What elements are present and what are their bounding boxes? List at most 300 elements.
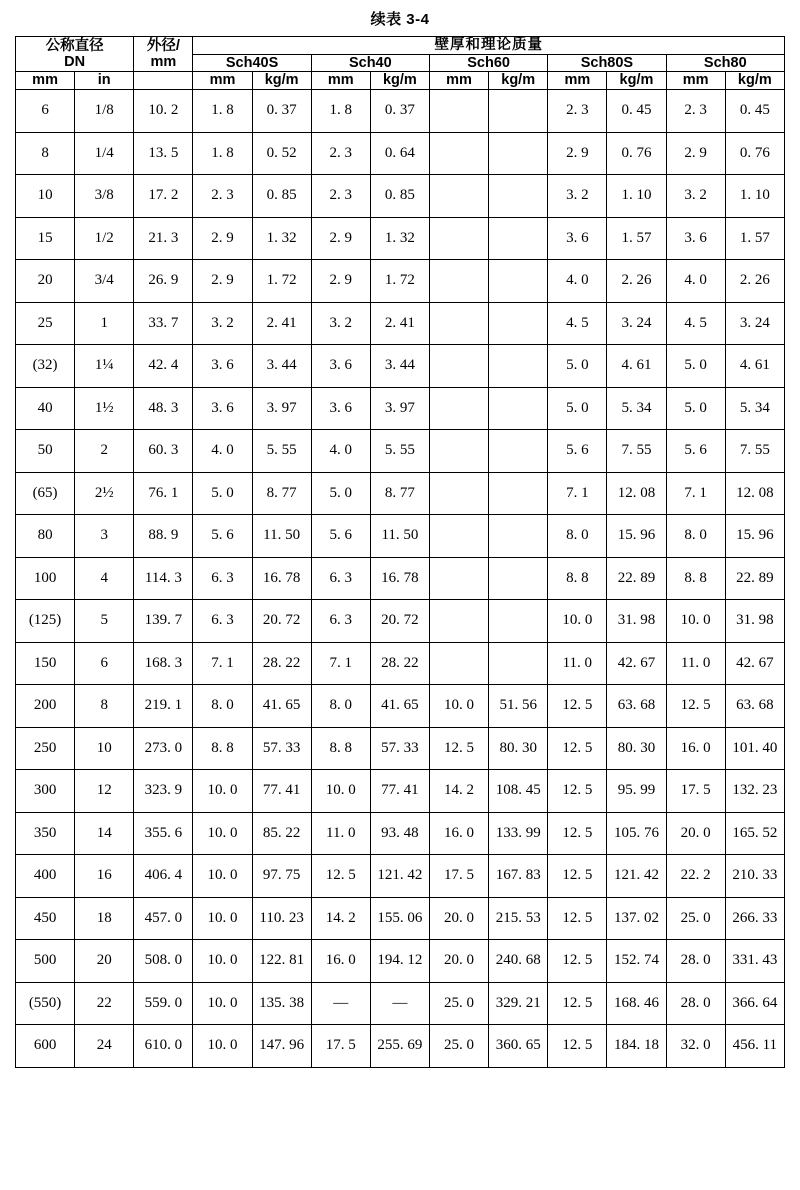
cell-sch80s-kgm: 22. 89 (607, 557, 666, 600)
cell-dn-mm: (125) (16, 600, 75, 643)
cell-sch40-mm: 2. 9 (311, 217, 370, 260)
cell-sch40s-kgm: 135. 38 (252, 982, 311, 1025)
cell-dn-mm: 200 (16, 685, 75, 728)
cell-sch40-mm: 11. 0 (311, 812, 370, 855)
cell-sch40-mm: 16. 0 (311, 940, 370, 983)
cell-dn-in: 2½ (75, 472, 134, 515)
cell-sch80s-mm: 12. 5 (548, 897, 607, 940)
cell-sch80-kgm: 456. 11 (725, 1025, 784, 1068)
cell-sch80s-kgm: 15. 96 (607, 515, 666, 558)
cell-sch80s-kgm: 168. 46 (607, 982, 666, 1025)
cell-outside-diameter: 559. 0 (134, 982, 193, 1025)
cell-sch80-kgm: 31. 98 (725, 600, 784, 643)
cell-sch40-kgm: 0. 37 (370, 90, 429, 133)
cell-sch80-kgm: 210. 33 (725, 855, 784, 898)
cell-sch40-mm: 2. 9 (311, 260, 370, 303)
cell-sch60-mm (429, 387, 488, 430)
cell-sch40s-kgm: 41. 65 (252, 685, 311, 728)
cell-sch80s-kgm: 105. 76 (607, 812, 666, 855)
cell-outside-diameter: 508. 0 (134, 940, 193, 983)
header-series-sch80s: Sch80S (548, 54, 666, 72)
cell-sch80-mm: 7. 1 (666, 472, 725, 515)
cell-sch40-kgm: 0. 85 (370, 175, 429, 218)
cell-sch60-mm: 12. 5 (429, 727, 488, 770)
cell-sch80s-mm: 12. 5 (548, 770, 607, 813)
cell-dn-mm: 15 (16, 217, 75, 260)
cell-sch40s-kgm: 16. 78 (252, 557, 311, 600)
header-sch80s-kgm: kg/m (607, 72, 666, 90)
cell-dn-mm: 600 (16, 1025, 75, 1068)
cell-sch40-mm: 3. 6 (311, 387, 370, 430)
cell-sch40s-mm: 10. 0 (193, 982, 252, 1025)
cell-sch80-mm: 4. 0 (666, 260, 725, 303)
cell-sch60-mm (429, 515, 488, 558)
cell-sch40s-kgm: 8. 77 (252, 472, 311, 515)
cell-sch80s-kgm: 152. 74 (607, 940, 666, 983)
cell-sch60-kgm (489, 302, 548, 345)
cell-sch40-mm: 14. 2 (311, 897, 370, 940)
cell-sch40s-kgm: 0. 37 (252, 90, 311, 133)
cell-sch60-kgm (489, 387, 548, 430)
cell-dn-mm: (65) (16, 472, 75, 515)
cell-sch40s-mm: 1. 8 (193, 90, 252, 133)
header-series-sch40: Sch40 (311, 54, 429, 72)
cell-dn-mm: (32) (16, 345, 75, 388)
cell-dn-mm: 6 (16, 90, 75, 133)
cell-sch60-mm: 20. 0 (429, 897, 488, 940)
cell-outside-diameter: 323. 9 (134, 770, 193, 813)
cell-sch80s-mm: 12. 5 (548, 940, 607, 983)
cell-outside-diameter: 139. 7 (134, 600, 193, 643)
table-row (16, 897, 785, 940)
cell-sch80s-kgm: 0. 76 (607, 132, 666, 175)
cell-sch40-kgm: 16. 78 (370, 557, 429, 600)
cell-dn-in: 1/2 (75, 217, 134, 260)
cell-sch80s-mm: 4. 5 (548, 302, 607, 345)
cell-sch40s-kgm: 0. 52 (252, 132, 311, 175)
cell-sch60-kgm: 329. 21 (489, 982, 548, 1025)
header-unit-mm: mm (16, 72, 75, 90)
table-caption: 续表 3-4 (370, 11, 430, 28)
cell-sch80s-kgm: 63. 68 (607, 685, 666, 728)
table-body (16, 90, 785, 1068)
cell-dn-in: 6 (75, 642, 134, 685)
cell-sch60-kgm (489, 430, 548, 473)
cell-sch40s-mm: 3. 6 (193, 387, 252, 430)
table-row (16, 515, 785, 558)
cell-dn-mm: 100 (16, 557, 75, 600)
cell-dn-mm: 80 (16, 515, 75, 558)
cell-sch40-mm: 3. 6 (311, 345, 370, 388)
cell-sch40-kgm: 0. 64 (370, 132, 429, 175)
cell-sch40-kgm: 1. 32 (370, 217, 429, 260)
cell-sch60-mm: 17. 5 (429, 855, 488, 898)
header-sch60-kgm: kg/m (489, 72, 548, 90)
cell-dn-in: 1 (75, 302, 134, 345)
cell-sch80s-mm: 2. 9 (548, 132, 607, 175)
cell-sch80-mm: 5. 0 (666, 345, 725, 388)
cell-sch80s-mm: 2. 3 (548, 90, 607, 133)
cell-sch60-kgm (489, 600, 548, 643)
cell-sch60-kgm: 51. 56 (489, 685, 548, 728)
cell-sch80-kgm: 3. 24 (725, 302, 784, 345)
cell-sch40s-kgm: 147. 96 (252, 1025, 311, 1068)
cell-sch80s-mm: 8. 8 (548, 557, 607, 600)
cell-sch40-mm: 6. 3 (311, 557, 370, 600)
cell-sch80s-mm: 8. 0 (548, 515, 607, 558)
cell-sch60-mm (429, 557, 488, 600)
cell-sch80-kgm: 132. 23 (725, 770, 784, 813)
cell-dn-mm: 350 (16, 812, 75, 855)
cell-sch80-kgm: 4. 61 (725, 345, 784, 388)
cell-dn-in: 3/4 (75, 260, 134, 303)
cell-sch80s-mm: 3. 2 (548, 175, 607, 218)
cell-sch40s-mm: 5. 6 (193, 515, 252, 558)
cell-sch60-kgm (489, 90, 548, 133)
cell-dn-in: 18 (75, 897, 134, 940)
table-row (16, 90, 785, 133)
cell-sch40s-mm: 4. 0 (193, 430, 252, 473)
cell-outside-diameter: 33. 7 (134, 302, 193, 345)
cell-sch40s-mm: 10. 0 (193, 855, 252, 898)
header-unit-in: in (75, 72, 134, 90)
cell-sch80-kgm: 0. 45 (725, 90, 784, 133)
cell-dn-mm: 400 (16, 855, 75, 898)
cell-dn-in: 14 (75, 812, 134, 855)
cell-sch60-mm (429, 600, 488, 643)
cell-sch40s-kgm: 3. 44 (252, 345, 311, 388)
cell-sch80s-mm: 5. 0 (548, 345, 607, 388)
cell-outside-diameter: 42. 4 (134, 345, 193, 388)
cell-dn-mm: 50 (16, 430, 75, 473)
header-nominal-diameter: 公称直径 DN (16, 37, 134, 72)
cell-dn-in: 8 (75, 685, 134, 728)
cell-sch40-mm: 12. 5 (311, 855, 370, 898)
cell-sch40s-kgm: 85. 22 (252, 812, 311, 855)
cell-sch80s-kgm: 42. 67 (607, 642, 666, 685)
cell-sch80-mm: 8. 8 (666, 557, 725, 600)
cell-sch40-mm: 2. 3 (311, 132, 370, 175)
cell-sch80-kgm: 15. 96 (725, 515, 784, 558)
cell-sch60-kgm (489, 557, 548, 600)
cell-sch40-kgm: 77. 41 (370, 770, 429, 813)
cell-sch80-mm: 2. 3 (666, 90, 725, 133)
cell-sch40s-kgm: 28. 22 (252, 642, 311, 685)
cell-dn-mm: 8 (16, 132, 75, 175)
cell-sch60-kgm: 108. 45 (489, 770, 548, 813)
cell-dn-in: 20 (75, 940, 134, 983)
cell-sch40s-kgm: 20. 72 (252, 600, 311, 643)
cell-sch40s-mm: 10. 0 (193, 770, 252, 813)
table-row (16, 175, 785, 218)
cell-sch80s-mm: 5. 0 (548, 387, 607, 430)
cell-sch60-mm (429, 302, 488, 345)
cell-sch80-kgm: 165. 52 (725, 812, 784, 855)
cell-sch80-kgm: 1. 57 (725, 217, 784, 260)
cell-sch40-kgm: 11. 50 (370, 515, 429, 558)
cell-sch80s-mm: 10. 0 (548, 600, 607, 643)
cell-sch80-kgm: 1. 10 (725, 175, 784, 218)
cell-sch40s-mm: 10. 0 (193, 812, 252, 855)
table-row (16, 302, 785, 345)
cell-sch60-kgm: 215. 53 (489, 897, 548, 940)
cell-sch40s-mm: 2. 9 (193, 217, 252, 260)
cell-sch80s-mm: 12. 5 (548, 982, 607, 1025)
cell-sch40-kgm: — (370, 982, 429, 1025)
cell-outside-diameter: 21. 3 (134, 217, 193, 260)
cell-dn-in: 12 (75, 770, 134, 813)
header-series-sch40s: Sch40S (193, 54, 311, 72)
table-row (16, 812, 785, 855)
cell-sch80-mm: 16. 0 (666, 727, 725, 770)
table-row (16, 982, 785, 1025)
header-row-3 (16, 72, 785, 90)
cell-sch80-mm: 12. 5 (666, 685, 725, 728)
header-sch40s-mm: mm (193, 72, 252, 90)
table-row (16, 430, 785, 473)
header-row-1 (16, 37, 785, 55)
cell-sch40-kgm: 2. 41 (370, 302, 429, 345)
table-row (16, 132, 785, 175)
cell-sch60-mm: 25. 0 (429, 982, 488, 1025)
cell-dn-in: 4 (75, 557, 134, 600)
cell-sch80s-mm: 12. 5 (548, 685, 607, 728)
cell-dn-mm: 20 (16, 260, 75, 303)
cell-sch80-mm: 3. 6 (666, 217, 725, 260)
header-sch40-mm: mm (311, 72, 370, 90)
cell-sch80-kgm: 12. 08 (725, 472, 784, 515)
cell-sch80-mm: 25. 0 (666, 897, 725, 940)
cell-sch40s-kgm: 0. 85 (252, 175, 311, 218)
cell-sch40s-kgm: 1. 72 (252, 260, 311, 303)
table-row (16, 685, 785, 728)
header-sch60-mm: mm (429, 72, 488, 90)
table-row (16, 642, 785, 685)
cell-outside-diameter: 76. 1 (134, 472, 193, 515)
cell-dn-in: 10 (75, 727, 134, 770)
cell-sch40-kgm: 28. 22 (370, 642, 429, 685)
cell-sch60-kgm: 167. 83 (489, 855, 548, 898)
cell-outside-diameter: 457. 0 (134, 897, 193, 940)
cell-dn-in: 2 (75, 430, 134, 473)
table-row (16, 727, 785, 770)
cell-sch80s-mm: 12. 5 (548, 812, 607, 855)
cell-sch60-mm: 25. 0 (429, 1025, 488, 1068)
cell-sch40-mm: 7. 1 (311, 642, 370, 685)
cell-sch60-kgm: 240. 68 (489, 940, 548, 983)
table-row (16, 940, 785, 983)
cell-sch80-mm: 4. 5 (666, 302, 725, 345)
table-row (16, 217, 785, 260)
cell-sch80s-mm: 12. 5 (548, 1025, 607, 1068)
cell-sch80s-mm: 5. 6 (548, 430, 607, 473)
cell-sch80-mm: 5. 0 (666, 387, 725, 430)
cell-sch80s-kgm: 1. 57 (607, 217, 666, 260)
cell-sch40-kgm: 8. 77 (370, 472, 429, 515)
cell-sch40s-mm: 2. 3 (193, 175, 252, 218)
cell-sch60-mm (429, 260, 488, 303)
cell-dn-in: 5 (75, 600, 134, 643)
cell-sch60-kgm: 80. 30 (489, 727, 548, 770)
cell-sch40s-kgm: 122. 81 (252, 940, 311, 983)
cell-sch40s-mm: 10. 0 (193, 1025, 252, 1068)
header-sch80-mm: mm (666, 72, 725, 90)
cell-sch80s-kgm: 12. 08 (607, 472, 666, 515)
header-sch80s-mm: mm (548, 72, 607, 90)
cell-sch40-kgm: 1. 72 (370, 260, 429, 303)
cell-sch80s-mm: 7. 1 (548, 472, 607, 515)
cell-dn-mm: 500 (16, 940, 75, 983)
cell-dn-mm: 250 (16, 727, 75, 770)
table-row (16, 855, 785, 898)
cell-sch40s-kgm: 1. 32 (252, 217, 311, 260)
cell-sch80s-kgm: 0. 45 (607, 90, 666, 133)
cell-sch80-kgm: 22. 89 (725, 557, 784, 600)
table-header (16, 37, 785, 90)
cell-sch80s-kgm: 2. 26 (607, 260, 666, 303)
cell-sch40s-kgm: 57. 33 (252, 727, 311, 770)
cell-sch40-mm: 3. 2 (311, 302, 370, 345)
cell-sch40s-kgm: 110. 23 (252, 897, 311, 940)
cell-sch40-mm: 8. 8 (311, 727, 370, 770)
cell-sch80-mm: 8. 0 (666, 515, 725, 558)
cell-sch80-mm: 5. 6 (666, 430, 725, 473)
cell-sch80-kgm: 331. 43 (725, 940, 784, 983)
cell-sch40-kgm: 5. 55 (370, 430, 429, 473)
cell-sch40s-kgm: 77. 41 (252, 770, 311, 813)
cell-sch80-kgm: 42. 67 (725, 642, 784, 685)
cell-sch60-mm: 14. 2 (429, 770, 488, 813)
cell-dn-in: 24 (75, 1025, 134, 1068)
table-row (16, 387, 785, 430)
cell-sch40s-mm: 8. 0 (193, 685, 252, 728)
cell-sch60-kgm: 133. 99 (489, 812, 548, 855)
cell-sch60-mm: 20. 0 (429, 940, 488, 983)
table-row (16, 770, 785, 813)
cell-sch80s-kgm: 184. 18 (607, 1025, 666, 1068)
table-row (16, 600, 785, 643)
cell-sch80-mm: 22. 2 (666, 855, 725, 898)
cell-sch40s-mm: 6. 3 (193, 557, 252, 600)
cell-sch60-mm (429, 472, 488, 515)
cell-sch80s-kgm: 80. 30 (607, 727, 666, 770)
cell-sch40s-mm: 10. 0 (193, 940, 252, 983)
header-sch80-kgm: kg/m (725, 72, 784, 90)
cell-sch80-kgm: 101. 40 (725, 727, 784, 770)
cell-dn-in: 1/4 (75, 132, 134, 175)
header-sch40s-kgm: kg/m (252, 72, 311, 90)
cell-sch40-kgm: 3. 44 (370, 345, 429, 388)
header-series-sch80: Sch80 (666, 54, 784, 72)
cell-sch80s-kgm: 137. 02 (607, 897, 666, 940)
cell-sch80-kgm: 0. 76 (725, 132, 784, 175)
cell-outside-diameter: 114. 3 (134, 557, 193, 600)
cell-sch40s-kgm: 11. 50 (252, 515, 311, 558)
cell-sch40-kgm: 57. 33 (370, 727, 429, 770)
table-row (16, 1025, 785, 1068)
cell-outside-diameter: 13. 5 (134, 132, 193, 175)
cell-sch40-mm: 6. 3 (311, 600, 370, 643)
cell-sch40s-kgm: 97. 75 (252, 855, 311, 898)
cell-sch40s-mm: 5. 0 (193, 472, 252, 515)
cell-sch80-mm: 28. 0 (666, 982, 725, 1025)
cell-dn-mm: 25 (16, 302, 75, 345)
header-sch40-kgm: kg/m (370, 72, 429, 90)
cell-sch60-kgm (489, 175, 548, 218)
cell-dn-mm: (550) (16, 982, 75, 1025)
cell-sch60-kgm (489, 642, 548, 685)
table-row (16, 345, 785, 388)
cell-sch40-kgm: 20. 72 (370, 600, 429, 643)
header-unit-od-blank (134, 72, 193, 90)
cell-sch40s-mm: 6. 3 (193, 600, 252, 643)
cell-outside-diameter: 273. 0 (134, 727, 193, 770)
cell-sch80s-mm: 11. 0 (548, 642, 607, 685)
cell-dn-in: 1¼ (75, 345, 134, 388)
cell-sch40-mm: 5. 0 (311, 472, 370, 515)
cell-sch60-kgm (489, 132, 548, 175)
cell-sch40s-mm: 2. 9 (193, 260, 252, 303)
cell-sch40-kgm: 255. 69 (370, 1025, 429, 1068)
cell-dn-mm: 300 (16, 770, 75, 813)
cell-sch40-mm: 1. 8 (311, 90, 370, 133)
header-outside-diameter: 外径/ mm (134, 37, 193, 72)
cell-outside-diameter: 48. 3 (134, 387, 193, 430)
cell-dn-mm: 150 (16, 642, 75, 685)
cell-outside-diameter: 88. 9 (134, 515, 193, 558)
cell-sch60-mm (429, 90, 488, 133)
cell-sch80s-mm: 12. 5 (548, 727, 607, 770)
cell-sch80-mm: 10. 0 (666, 600, 725, 643)
cell-sch80s-kgm: 95. 99 (607, 770, 666, 813)
cell-sch80-mm: 17. 5 (666, 770, 725, 813)
cell-sch80-mm: 2. 9 (666, 132, 725, 175)
cell-sch80-mm: 3. 2 (666, 175, 725, 218)
cell-sch40-kgm: 155. 06 (370, 897, 429, 940)
cell-sch80s-mm: 12. 5 (548, 855, 607, 898)
cell-sch60-mm (429, 132, 488, 175)
cell-outside-diameter: 26. 9 (134, 260, 193, 303)
cell-sch80-kgm: 266. 33 (725, 897, 784, 940)
cell-sch80s-kgm: 31. 98 (607, 600, 666, 643)
pipe-dimensions-table (15, 36, 785, 1068)
header-series-sch60: Sch60 (429, 54, 547, 72)
cell-outside-diameter: 60. 3 (134, 430, 193, 473)
cell-sch40-mm: 2. 3 (311, 175, 370, 218)
cell-sch80s-mm: 3. 6 (548, 217, 607, 260)
cell-sch40s-mm: 1. 8 (193, 132, 252, 175)
cell-sch40s-mm: 8. 8 (193, 727, 252, 770)
cell-sch40-mm: 4. 0 (311, 430, 370, 473)
cell-sch60-mm (429, 217, 488, 260)
cell-sch40-mm: 10. 0 (311, 770, 370, 813)
cell-sch40-mm: 5. 6 (311, 515, 370, 558)
table-row (16, 557, 785, 600)
cell-dn-mm: 450 (16, 897, 75, 940)
cell-sch40s-mm: 3. 2 (193, 302, 252, 345)
cell-sch60-mm (429, 642, 488, 685)
cell-sch80s-kgm: 1. 10 (607, 175, 666, 218)
cell-outside-diameter: 355. 6 (134, 812, 193, 855)
cell-sch60-kgm (489, 345, 548, 388)
cell-sch80s-kgm: 7. 55 (607, 430, 666, 473)
cell-sch80-kgm: 63. 68 (725, 685, 784, 728)
cell-outside-diameter: 17. 2 (134, 175, 193, 218)
cell-sch40s-kgm: 5. 55 (252, 430, 311, 473)
cell-sch80-mm: 11. 0 (666, 642, 725, 685)
cell-sch80-kgm: 366. 64 (725, 982, 784, 1025)
cell-sch60-kgm (489, 260, 548, 303)
